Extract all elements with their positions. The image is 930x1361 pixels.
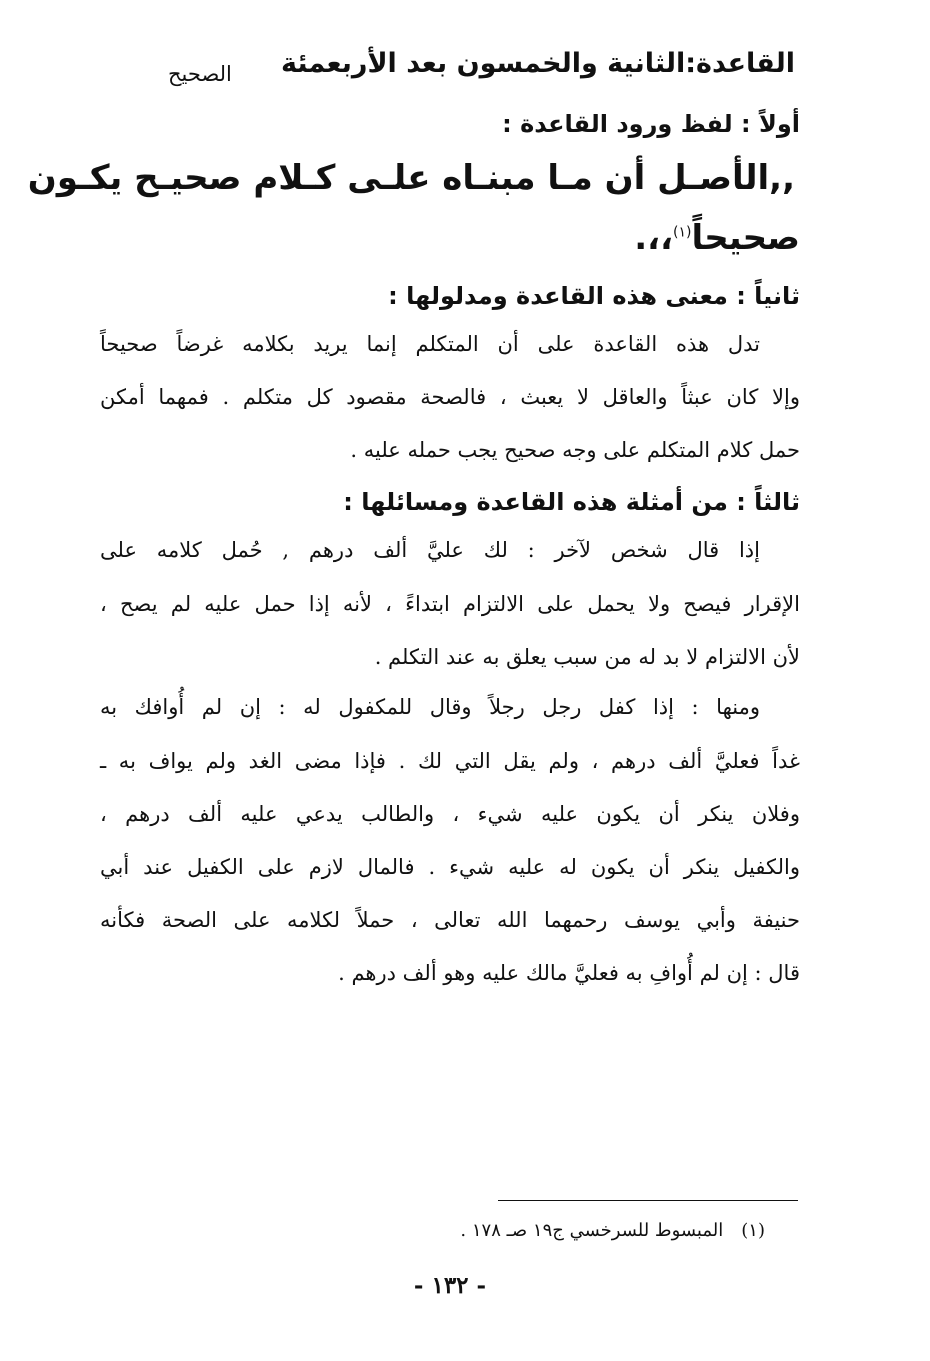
section-heading-2: ثانياً : معنى هذه القاعدة ومدلولها : [388, 282, 800, 310]
paragraph-line: تدل هذه القاعدة على أن المتكلم إنما يريد بكلامه غرضاً صحيحاً [100, 332, 760, 356]
example-line: حنيفة وأبي يوسف رحمهما الله تعالى ، حملاً لكلامه على الصحة فكأنه [100, 908, 800, 932]
section-heading-1: أولاً : لفظ ورود القاعدة : [502, 110, 800, 138]
page-number: - ١٣٢ - [413, 1272, 487, 1299]
header-tag: الصحيح [168, 62, 232, 86]
footnote-divider [498, 1200, 798, 1201]
section-heading-3: ثالثاً : من أمثلة هذه القاعدة ومسائلها : [343, 488, 800, 516]
footnote-text: المبسوط للسرخسي ج١٩ صـ ١٧٨ . [460, 1220, 724, 1241]
page-header-title: القاعدة:الثانية والخمسون بعد الأربعمئة [281, 48, 795, 79]
paragraph-line: حمل كلام المتكلم على وجه صحيح يجب حمله عليه . [350, 438, 800, 462]
example-line: إذا قال شخص لآخر : لك عليَّ ألف درهم , حُمل كلامه على [100, 538, 760, 562]
rule-text-line-2 [100, 218, 800, 258]
example-line: ومنها : إذا كفل رجل رجلاً وقال للمكفول له : إن لم أُوافك به [100, 695, 760, 719]
rule-text-line-1: ,,الأصـل أن مـا مبنـاه علـى كـلام صحيـح يكـون [27, 158, 795, 198]
paragraph-line: وإلا كان عبثاً والعاقل لا يعبث ، فالصحة مقصود كل متكلم . فمهما أمكن [100, 385, 800, 409]
example-line: لأن الالتزام لا بد له من سبب يعلق به عند التكلم . [374, 645, 800, 669]
example-line: وفلان ينكر أن يكون عليه شيء ، والطالب يدعي عليه ألف درهم ، [100, 802, 800, 826]
footnote [460, 1220, 765, 1241]
example-line: الإقرار فيصح ولا يحمل على الالتزام ابتداءً ، لأنه إذا حمل عليه لم يصح ، [100, 592, 800, 616]
rule-closing-quote: ،،. [634, 218, 674, 258]
rule-text-end-word: صحيحاً [691, 218, 800, 258]
example-line: غداً فعليَّ ألف درهم ، ولم يقل التي لك . فإذا مضى الغد ولم يواف به ـ [100, 749, 800, 773]
example-line: والكفيل ينكر أن يكون له عليه شيء . فالمال لازم على الكفيل عند أبي [100, 855, 800, 879]
footnote-marker: (١) [673, 224, 692, 241]
footnote-number: (١) [741, 1220, 765, 1241]
example-line: قال : إن لم أُوافِ به فعليَّ مالك عليه وهو ألف درهم . [338, 961, 800, 985]
